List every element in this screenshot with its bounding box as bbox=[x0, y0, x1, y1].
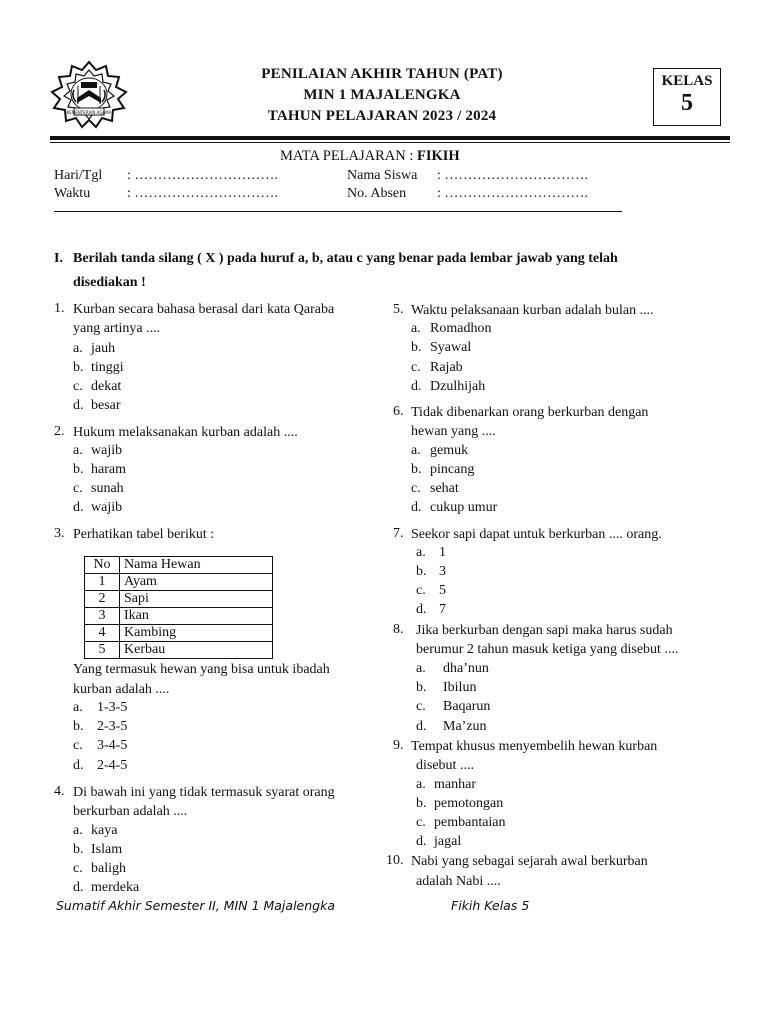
question-text: Jika berkurban dengan sapi maka harus sudah bbox=[416, 623, 673, 638]
option-text: 1 bbox=[439, 545, 446, 560]
option-text: besar bbox=[91, 398, 121, 413]
subject-label: MATA PELAJARAN : bbox=[280, 148, 418, 164]
option-text: wajib bbox=[91, 443, 123, 458]
option-letter: a. bbox=[416, 545, 426, 560]
question-number: 8. bbox=[393, 622, 404, 637]
ministry-logo bbox=[48, 60, 130, 130]
class-value: 5 bbox=[681, 90, 693, 116]
question-text: Yang termasuk hewan yang bisa untuk ibadah bbox=[73, 662, 330, 677]
option-letter: a. bbox=[416, 661, 426, 676]
option-letter: a. bbox=[411, 443, 421, 458]
question-text: kurban adalah .... bbox=[73, 682, 170, 697]
footer-right: Fikih Kelas 5 bbox=[451, 898, 530, 913]
option-letter: d. bbox=[411, 379, 422, 394]
option-letter: a. bbox=[73, 341, 83, 356]
option-letter: d. bbox=[73, 758, 84, 773]
question-text: adalah Nabi .... bbox=[416, 874, 501, 889]
option-letter: b. bbox=[73, 360, 84, 375]
student-name-label: Nama Siswa bbox=[347, 168, 418, 183]
date-field: : …………………………. bbox=[127, 168, 278, 183]
option-text: jauh bbox=[91, 341, 116, 356]
option-letter: a. bbox=[73, 823, 83, 838]
time-label: Waktu bbox=[54, 186, 91, 201]
question-number: 1. bbox=[54, 301, 65, 316]
option-letter: d. bbox=[416, 834, 427, 849]
option-text: manhar bbox=[434, 777, 476, 792]
table-cell: 1 bbox=[85, 574, 120, 591]
question-text: Waktu pelaksanaan kurban adalah bulan .... bbox=[411, 303, 654, 318]
instruction-text: Berilah tanda silang ( X ) pada huruf a, b, atau c yang benar pada lembar jawab yang telah bbox=[73, 251, 618, 266]
time-field: : …………………………. bbox=[127, 186, 278, 201]
option-letter: c. bbox=[73, 861, 83, 876]
option-letter: c. bbox=[416, 815, 426, 830]
question-number: 4. bbox=[54, 784, 65, 799]
option-letter: b. bbox=[73, 719, 84, 734]
table-cell: Ikan bbox=[120, 608, 273, 625]
option-letter: b. bbox=[416, 564, 427, 579]
option-text: haram bbox=[91, 462, 126, 477]
option-text: gemuk bbox=[430, 443, 469, 458]
option-text: kaya bbox=[91, 823, 118, 838]
option-text: sunah bbox=[91, 481, 124, 496]
table-row bbox=[85, 591, 273, 608]
option-text: 7 bbox=[439, 602, 446, 617]
class-box bbox=[653, 68, 721, 126]
header-divider-thick bbox=[50, 136, 730, 140]
option-text: Islam bbox=[91, 842, 123, 857]
table-row bbox=[85, 642, 273, 659]
question-number: 3. bbox=[54, 526, 65, 541]
option-letter: c. bbox=[73, 379, 83, 394]
question-text: Kurban secara bahasa berasal dari kata Qaraba bbox=[73, 302, 335, 317]
option-letter: d. bbox=[416, 602, 427, 617]
option-text: Ibilun bbox=[443, 680, 477, 695]
table-header-row bbox=[85, 557, 273, 574]
option-letter: d. bbox=[73, 398, 84, 413]
question-number: 5. bbox=[393, 302, 404, 317]
question-number: 2. bbox=[54, 424, 65, 439]
option-text: 3 bbox=[439, 564, 446, 579]
table-row bbox=[85, 574, 273, 591]
option-letter: c. bbox=[416, 583, 426, 598]
table-cell: Ayam bbox=[120, 574, 273, 591]
table-header-cell: Nama Hewan bbox=[120, 557, 273, 574]
option-letter: a. bbox=[416, 777, 426, 792]
attendance-number-field: : …………………………. bbox=[437, 186, 588, 201]
table-row bbox=[85, 608, 273, 625]
option-text: Syawal bbox=[430, 340, 472, 355]
attendance-number-label: No. Absen bbox=[347, 186, 407, 201]
option-letter: d. bbox=[416, 719, 427, 734]
table-header-cell: No bbox=[85, 557, 120, 574]
question-text: Hukum melaksanakan kurban adalah .... bbox=[73, 425, 298, 440]
option-text: dha’nun bbox=[443, 661, 489, 676]
question-number: 9. bbox=[393, 738, 404, 753]
option-text: pembantaian bbox=[434, 815, 506, 830]
option-text: 2-4-5 bbox=[97, 758, 128, 773]
option-letter: c. bbox=[411, 481, 421, 496]
option-text: 5 bbox=[439, 583, 446, 598]
option-letter: c. bbox=[416, 699, 426, 714]
option-letter: a. bbox=[73, 700, 83, 715]
option-letter: a. bbox=[73, 443, 83, 458]
logo-text: KEMENTERIAN AGAMA bbox=[66, 110, 112, 115]
exam-title: PENILAIAN AKHIR TAHUN (PAT) bbox=[261, 66, 503, 82]
option-letter: b. bbox=[73, 462, 84, 477]
subject-value: FIKIH bbox=[417, 148, 460, 164]
table-cell: Sapi bbox=[120, 591, 273, 608]
school-name: MIN 1 MAJALENGKA bbox=[303, 87, 461, 103]
table-cell: 3 bbox=[85, 608, 120, 625]
option-letter: b. bbox=[411, 340, 422, 355]
question-text: Perhatikan tabel berikut : bbox=[73, 527, 215, 542]
option-letter: c. bbox=[411, 360, 421, 375]
option-letter: b. bbox=[416, 680, 427, 695]
question-text: hewan yang .... bbox=[411, 424, 496, 439]
option-text: wajib bbox=[91, 500, 123, 515]
animal-table bbox=[84, 556, 273, 659]
academic-year: TAHUN PELAJARAN 2023 / 2024 bbox=[267, 108, 497, 124]
question-text: Di bawah ini yang tidak termasuk syarat orang bbox=[73, 785, 335, 800]
table-cell: Kambing bbox=[120, 625, 273, 642]
subject-line bbox=[280, 148, 460, 165]
question-number: 6. bbox=[393, 404, 404, 419]
option-text: sehat bbox=[430, 481, 459, 496]
option-letter: b. bbox=[73, 842, 84, 857]
question-text: disebut .... bbox=[416, 758, 474, 773]
class-label: KELAS bbox=[661, 73, 713, 89]
option-text: Baqarun bbox=[443, 699, 491, 714]
option-text: cukup umur bbox=[430, 500, 498, 515]
table-cell: 5 bbox=[85, 642, 120, 659]
table-cell: Kerbau bbox=[120, 642, 273, 659]
question-text: Tempat khusus menyembelih hewan kurban bbox=[411, 739, 658, 754]
question-text: Tidak dibenarkan orang berkurban dengan bbox=[411, 405, 649, 420]
header-divider-thin bbox=[50, 142, 730, 143]
question-text: Seekor sapi dapat untuk berkurban .... orang. bbox=[411, 527, 662, 542]
student-name-field: : …………………………. bbox=[437, 168, 588, 183]
option-text: pemotongan bbox=[434, 796, 504, 811]
table-cell: 2 bbox=[85, 591, 120, 608]
option-text: tinggi bbox=[91, 360, 124, 375]
option-letter: a. bbox=[411, 321, 421, 336]
option-text: 3-4-5 bbox=[97, 738, 128, 753]
option-text: 1-3-5 bbox=[97, 700, 128, 715]
date-label: Hari/Tgl bbox=[54, 168, 103, 183]
option-text: Rajab bbox=[430, 360, 463, 375]
table-cell: 4 bbox=[85, 625, 120, 642]
question-text: berumur 2 tahun masuk ketiga yang disebut .... bbox=[416, 642, 679, 657]
option-letter: b. bbox=[411, 462, 422, 477]
instruction-text-cont: disediakan ! bbox=[73, 275, 146, 290]
question-number: 10. bbox=[386, 853, 404, 868]
question-text: berkurban adalah .... bbox=[73, 804, 188, 819]
info-underline bbox=[54, 211, 622, 212]
option-letter: b. bbox=[416, 796, 427, 811]
option-text: Ma’zun bbox=[443, 719, 487, 734]
question-text: Nabi yang sebagai sejarah awal berkurban bbox=[411, 854, 648, 869]
option-text: Romadhon bbox=[430, 321, 492, 336]
option-text: pincang bbox=[430, 462, 475, 477]
option-text: baligh bbox=[91, 861, 126, 876]
option-letter: d. bbox=[411, 500, 422, 515]
option-letter: d. bbox=[73, 880, 84, 895]
option-text: Dzulhijah bbox=[430, 379, 486, 394]
option-text: jagal bbox=[434, 834, 462, 849]
option-text: merdeka bbox=[91, 880, 140, 895]
table-row bbox=[85, 625, 273, 642]
option-letter: c. bbox=[73, 738, 83, 753]
option-text: 2-3-5 bbox=[97, 719, 128, 734]
question-number: 7. bbox=[393, 526, 404, 541]
question-text: yang artinya .... bbox=[73, 321, 161, 336]
footer-left: Sumatif Akhir Semester II, MIN 1 Majalengka bbox=[56, 898, 335, 913]
option-letter: c. bbox=[73, 481, 83, 496]
option-letter: d. bbox=[73, 500, 84, 515]
option-text: dekat bbox=[91, 379, 122, 394]
section-number: I. bbox=[54, 251, 63, 266]
